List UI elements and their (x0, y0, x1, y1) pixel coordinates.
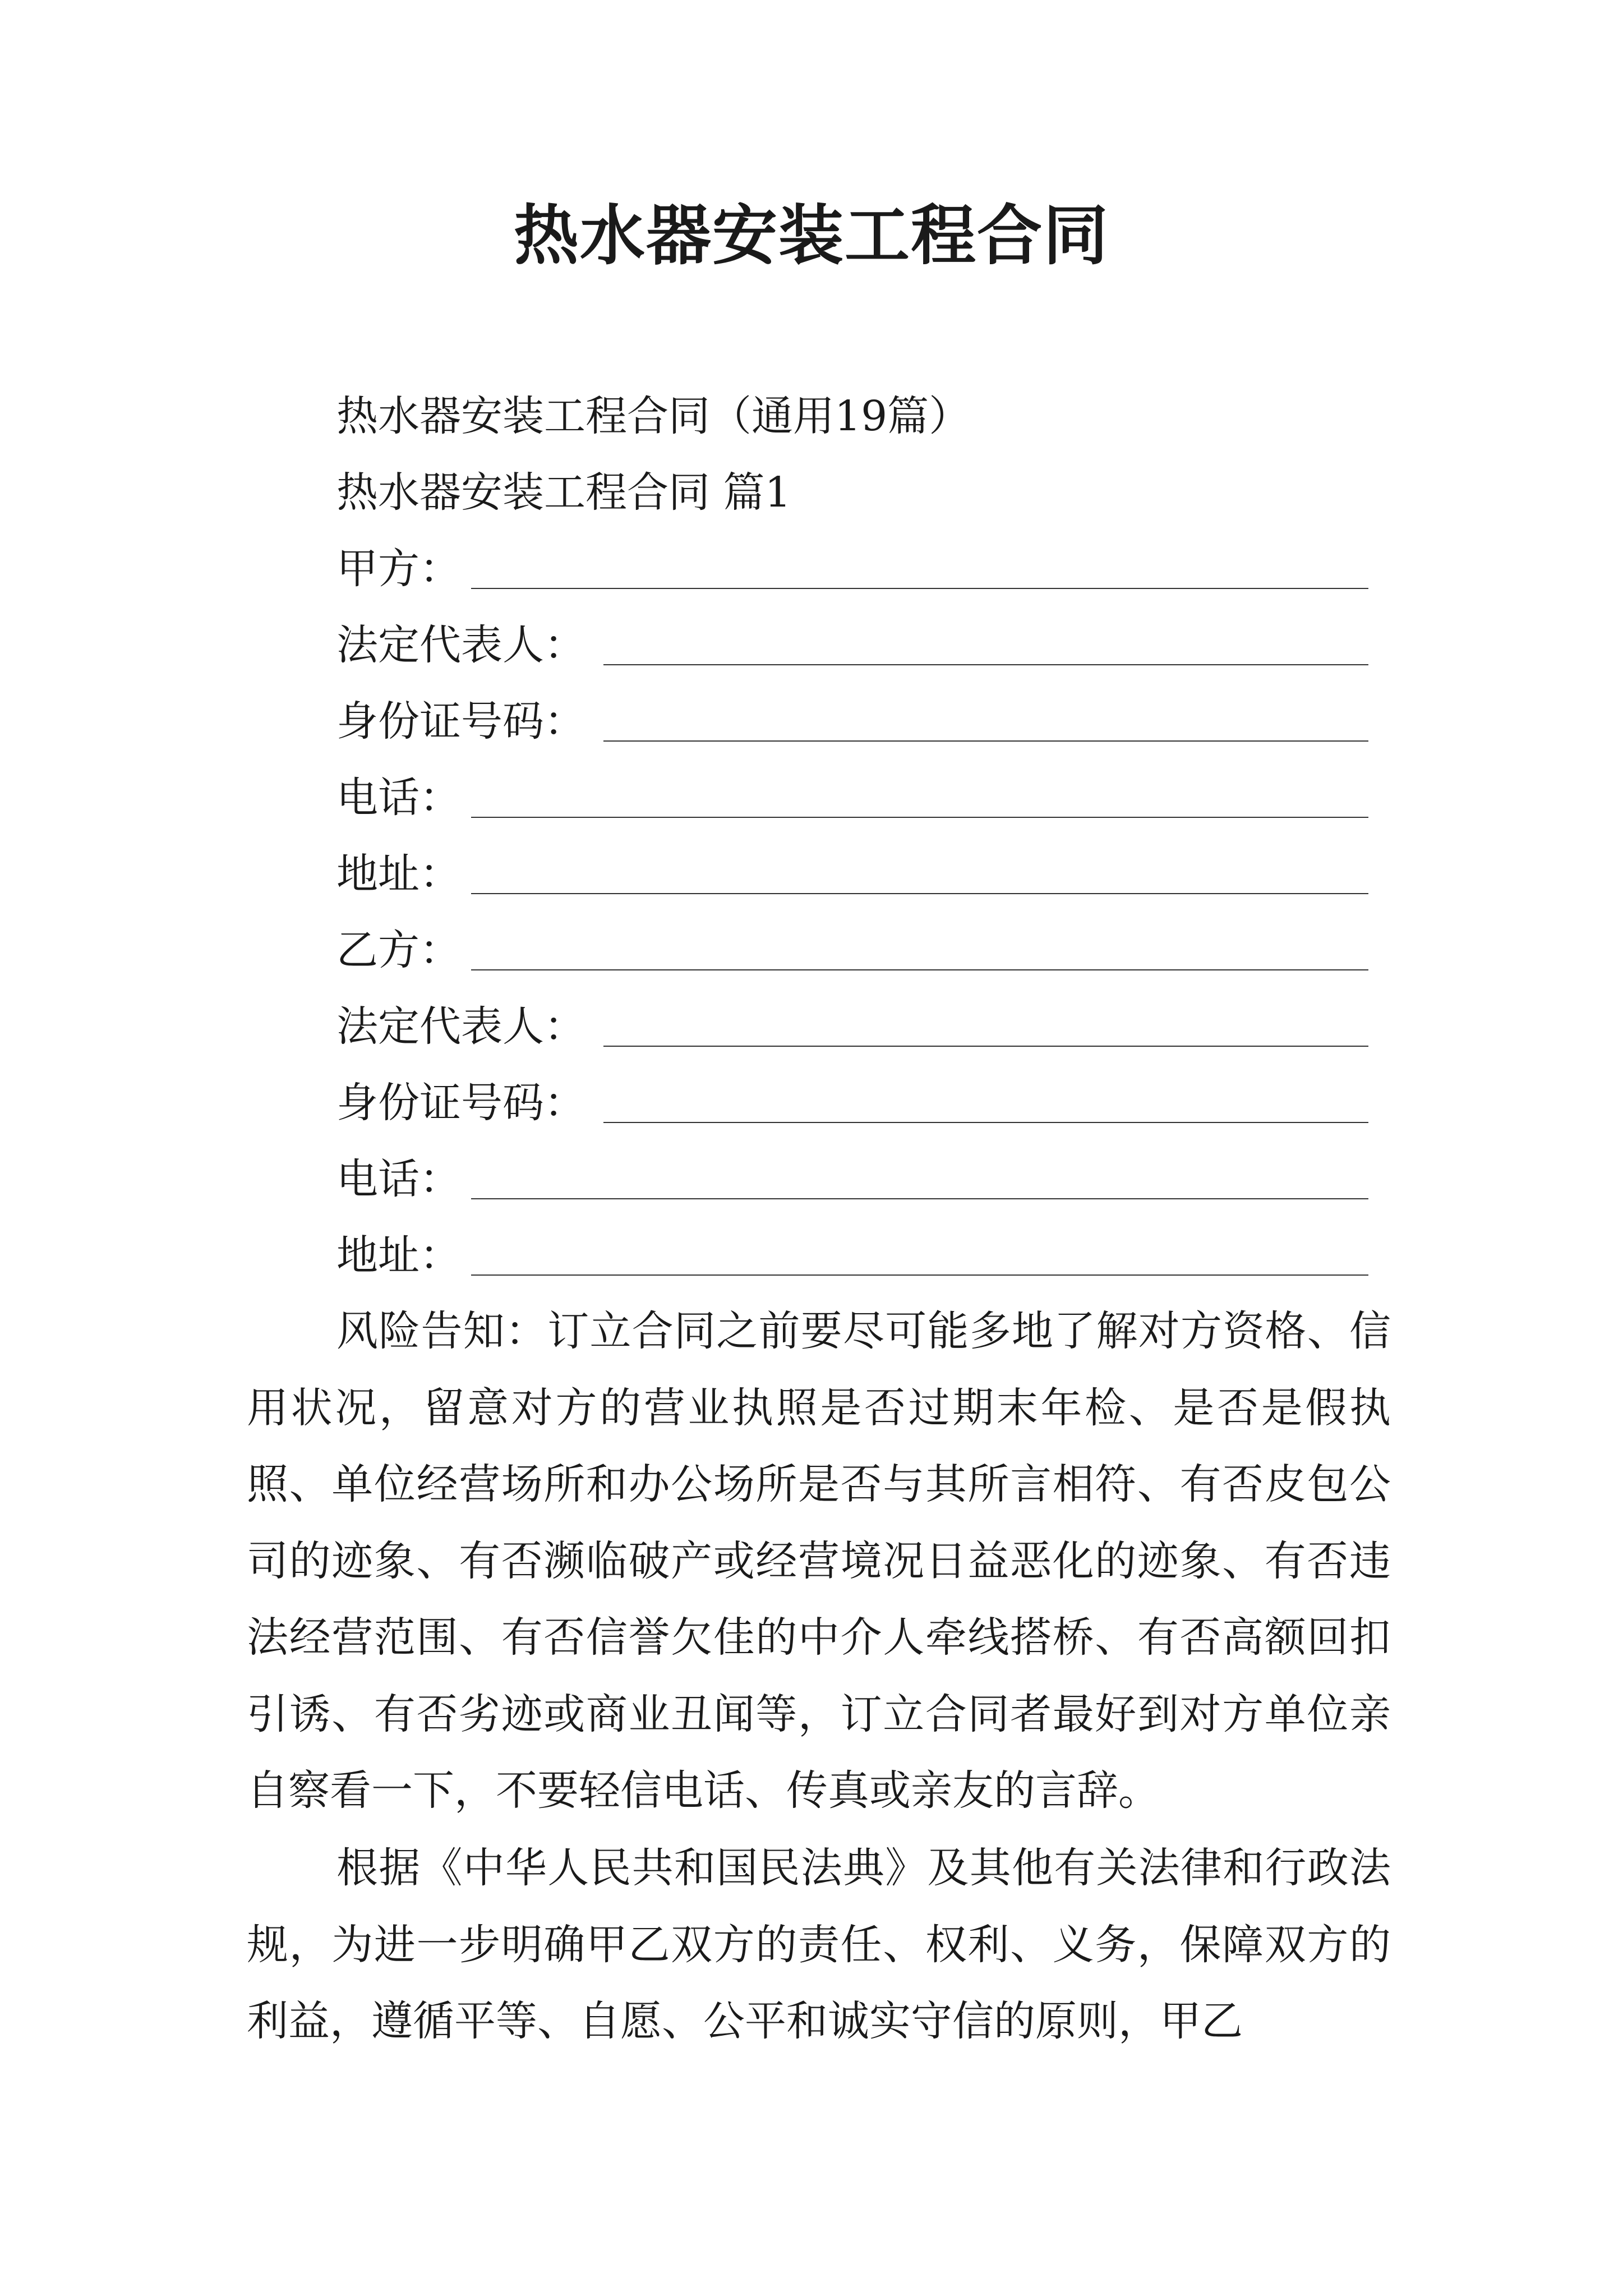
party-b-representative-row (336, 999, 1368, 1055)
party-b-row (336, 922, 1368, 978)
party-b-representative-blank (603, 1046, 1368, 1047)
party-a-blank (471, 588, 1368, 589)
party-b-label: 乙方： (336, 926, 461, 974)
party-a-address-blank (471, 893, 1368, 894)
party-a-id-label: 身份证号码： (336, 697, 585, 746)
party-a-phone-row (336, 770, 1368, 826)
party-b-id-label: 身份证号码： (336, 1079, 585, 1127)
collection-title: 热水器安装工程合同（通用19篇） (336, 392, 971, 440)
party-b-id-row (336, 1075, 1368, 1131)
party-b-phone-row (336, 1151, 1368, 1207)
party-a-phone-label: 电话： (336, 774, 461, 822)
party-b-blank (471, 969, 1368, 970)
party-b-phone-blank (471, 1198, 1368, 1199)
preamble-paragraph: 根据《中华人民共和国民法典》及其他有关法律和行政法规，为进一步明确甲乙双方的责任、权利、义务，保障双方的利益，遵循平等、自愿、公平和诚实守信的原则，甲乙 (247, 1844, 1391, 2045)
party-b-address-blank (471, 1274, 1368, 1276)
section-title: 热水器安装工程合同 篇1 (336, 468, 791, 517)
party-a-label: 甲方： (336, 545, 461, 593)
document-title: 热水器安装工程合同 (514, 197, 1109, 274)
party-b-address-label: 地址： (336, 1231, 461, 1280)
party-a-address-label: 地址： (336, 850, 461, 898)
party-a-phone-blank (471, 817, 1368, 818)
party-a-id-blank (603, 740, 1368, 742)
party-a-address-row (336, 846, 1368, 902)
party-b-phone-label: 电话： (336, 1155, 461, 1203)
party-a-representative-blank (603, 664, 1368, 665)
party-b-address-row (336, 1227, 1368, 1283)
party-a-representative-label: 法定代表人： (336, 621, 585, 669)
party-a-row (336, 541, 1368, 597)
party-a-id-row (336, 693, 1368, 749)
risk-notice-paragraph: 风险告知：订立合同之前要尽可能多地了解对方资格、信用状况，留意对方的营业执照是否过期末年检、是否是假执照、单位经营场所和办公场所是否与其所言相符、有否皮包公司的迹象、有否濒临破产或经营境况日益恶化的迹象、有否违法经营范围、有否信誉欠佳的中介人牵线搭桥、有否高额回扣引诱、有否劣迹或商业丑闻等，订立合同者最好到对方单位亲自察看一下，不要轻信电话、传真或亲友的言辞。 (247, 1307, 1391, 1815)
party-b-id-blank (603, 1122, 1368, 1123)
party-a-representative-row (336, 617, 1368, 673)
party-b-representative-label: 法定代表人： (336, 1002, 585, 1051)
